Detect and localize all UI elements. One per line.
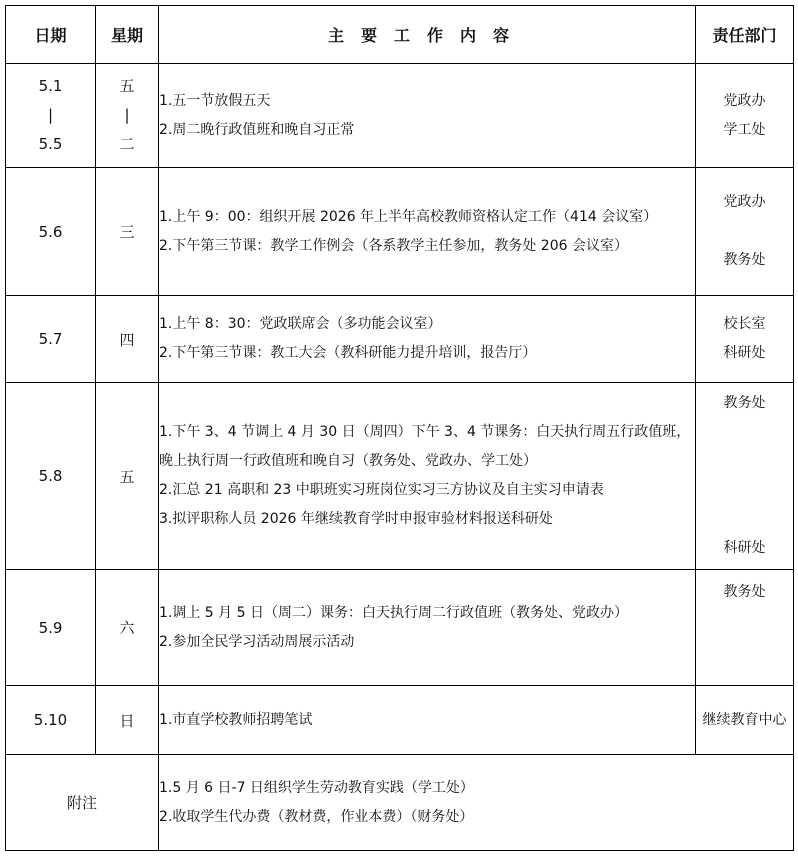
table-row: [6, 168, 794, 296]
dept-cell: [696, 686, 794, 755]
content-item: 1.调上 5 月 5 日（周二）课务：白天执行周二行政值班（教务处、党政办）: [159, 604, 628, 621]
weekday-cell: 五: [96, 383, 159, 570]
content-item: 2.下午第三节课：教学工作例会（各系教学主任参加，教务处 206 会议室）: [159, 237, 628, 254]
content-item: 2.汇总 21 高职和 23 中职班实习班岗位实习三方协议及自主实习申请表: [159, 482, 604, 498]
weekday-separator: |: [124, 106, 130, 124]
table-row: [6, 383, 794, 570]
date-cell: 5.7: [6, 296, 96, 383]
date-cell: 5.6: [6, 168, 96, 296]
content-item: 3.拟评职称人员 2026 年继续教育学时申报审验材料报送科研处: [159, 511, 553, 527]
header-row: [6, 6, 794, 64]
notes-row: [6, 755, 794, 851]
dept-cell: [696, 296, 794, 383]
content-cell: [159, 168, 696, 296]
date-cell: 5.8: [6, 383, 96, 570]
content-cell: [159, 686, 696, 755]
header-content: 主要工作内容: [159, 6, 696, 64]
dept-name: 教务处: [723, 252, 766, 268]
dept-cell: [696, 383, 794, 570]
weekday-end: 二: [119, 135, 135, 153]
date-cell: 5.10: [6, 686, 96, 755]
dept-cell: [696, 570, 794, 686]
schedule-table: [5, 5, 794, 851]
dept-name: 教务处: [723, 584, 766, 600]
content-item: 1.下午 3、4 节调上 4 月 30 日（周四）下午 3、4 节课务：白天执行周五行政值班，晚上执行周一行政值班和晚自习（教务处、党政办、学工处）: [159, 424, 691, 469]
content-cell: [159, 570, 696, 686]
dept-name: 继续教育中心: [702, 711, 787, 728]
dept-name: 党政办: [723, 92, 766, 109]
content-item: 2.参加全民学习活动周展示活动: [159, 633, 355, 650]
content-item: 1.上午 9：00：组织开展 2026 年上半年高校教师资格认定工作（414 会议室）: [159, 208, 658, 225]
header-weekday: 星期: [96, 6, 159, 64]
dept-name: 校长室: [723, 316, 766, 332]
notes-content: [159, 755, 794, 851]
weekday-start: 五: [119, 77, 135, 95]
weekday-cell: 六: [96, 570, 159, 686]
dept-name: 科研处: [723, 540, 766, 556]
note-item: 1.5 月 6 日-7 日组织学生劳动教育实践（学工处）: [159, 779, 474, 796]
weekday-cell: 四: [96, 296, 159, 383]
dept-cell: [696, 168, 794, 296]
table-row: [6, 296, 794, 383]
note-item: 2.收取学生代办费（教材费，作业本费）（财务处）: [159, 808, 474, 825]
dept-name: 教务处: [723, 395, 766, 411]
date-cell: [6, 64, 96, 168]
dept-name: 党政办: [723, 194, 766, 210]
content-cell: [159, 64, 696, 168]
notes-label: 附注: [6, 755, 159, 851]
table-row: [6, 64, 794, 168]
weekday-cell: [96, 64, 159, 168]
date-cell: 5.9: [6, 570, 96, 686]
weekday-cell: 三: [96, 168, 159, 296]
header-dept: 责任部门: [696, 6, 794, 64]
content-item: 2.下午第三节课：教工大会（教科研能力提升培训，报告厅）: [159, 345, 537, 361]
content-item: 1.市直学校教师招聘笔试: [159, 711, 313, 728]
table-row: [6, 570, 794, 686]
content-cell: [159, 383, 696, 570]
date-end: 5.5: [38, 135, 63, 153]
content-item: 2.周二晚行政值班和晚自习正常: [159, 121, 355, 138]
dept-name: 学工处: [723, 121, 766, 138]
table-row: [6, 686, 794, 755]
date-separator: |: [47, 106, 54, 124]
dept-name: 科研处: [723, 345, 766, 361]
date-start: 5.1: [38, 77, 63, 95]
dept-cell: [696, 64, 794, 168]
content-item: 1.上午 8：30：党政联席会（多功能会议室）: [159, 316, 442, 332]
header-date: 日期: [6, 6, 96, 64]
content-cell: [159, 296, 696, 383]
content-item: 1.五一节放假五天: [159, 92, 271, 109]
weekday-cell: 日: [96, 686, 159, 755]
